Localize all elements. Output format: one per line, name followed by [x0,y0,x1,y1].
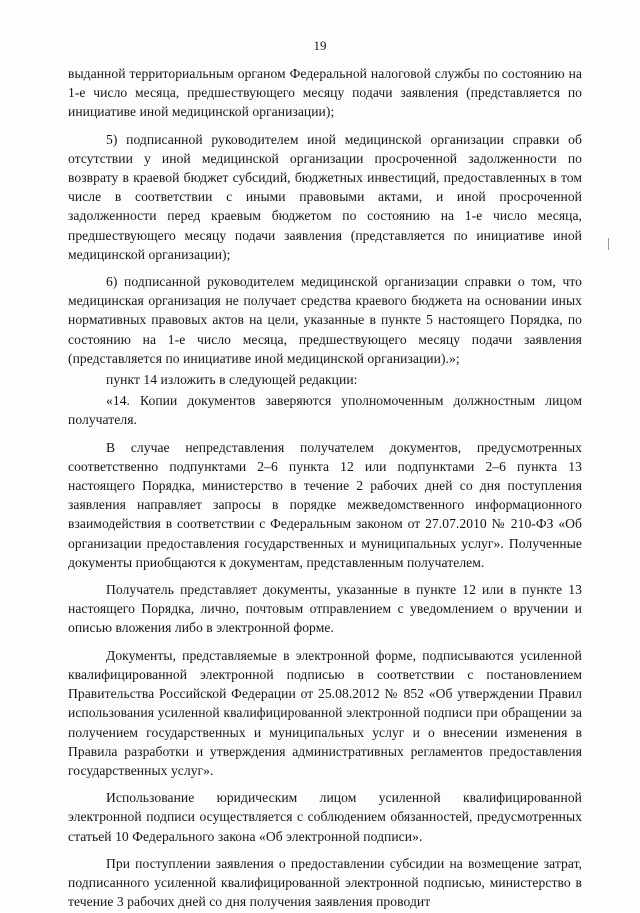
paragraph-3: 6) подписанной руководителем медицинской организации справки о том, что медицинская организация не получает средства краевого бюджета на основании иных нормативных правовых актов на цели, указанные в пункте 5 настоящего Порядка, по состоянию на 1-е число месяца, предшествующего месяцу подачи заявления (представляется по инициативе иной медицинской организации).»; [68,274,582,366]
paragraph-5: «14. Копии документов заверяются уполномоченным должностным лицом получателя. [68,393,582,428]
paragraph-6: В случае непредставления получателем документов, предусмотренных соответственно подпунктами 2–6 пункта 12 или подпунктами 2–6 пункта 13 настоящего Порядка, министерство в течение 2 рабочих дней со дня поступления заявления направляет запросы в порядке межведомственного информационного взаимодействия в соответствии с Федеральным законом от 27.07.2010 № 210-ФЗ «Об организации предоставления государственных и муниципальных услуг». Полученные документы приобщаются к документам, представленным получателем. [68,439,582,570]
page-number: 19 [313,38,327,53]
paragraph-10: При поступлении заявления о предоставлении субсидии на возмещение затрат, подписанного усиленной квалифицированной электронной подписью, министерство в течение 3 рабочих дней со дня получения заявления проводит [68,855,582,910]
paragraph-9: Использование юридическим лицом усиленной квалифицированной электронной подписи осуществляется с соблюдением обязанностей, предусмотренных статьей 10 Федерального закона «Об электронной подписи». [68,790,582,844]
paragraph-1: выданной территориальным органом Федеральной налоговой службы по состоянию на 1-е число месяца, предшествующего месяцу подачи заявления (представляется по инициативе иной медицинской организации); [68,66,582,120]
paragraph-2: 5) подписанной руководителем иной медицинской организации справки об отсутствии у иной медицинской организации просроченной задолженности по возврату в краевой бюджет субсидий, бюджетных инвестиций, предоставленных в том числе в соответствии с иными правовыми актами, и иной просроченной задолженности перед краевым бюджетом по состоянию на 1-е число месяца, предшествующего месяцу подачи заявления (представляется по инициативе иной медицинской организации); [68,131,582,262]
paragraph-4: пункт 14 изложить в следующей редакции: [106,372,358,388]
paragraph-7: Получатель представляет документы, указанные в пункте 12 или в пункте 13 настоящего Порядка, лично, почтовым отправлением с уведомлением о вручении и описью вложения либо в электронной форме. [68,582,582,636]
document-body [68,64,582,913]
margin-mark [608,238,609,250]
paragraph-8: Документы, представляемые в электронной форме, подписываются усиленной квалифицированной электронной подписью в соответствии с постановлением Правительства Российской Федерации от 25.08.2012 № 852 «Об утверждении Правил использования усиленной квалифицированной электронной подписи при обращении за получением государственных и муниципальных услуг и о внесении изменения в Правила разработки и утверждения административных регламентов предоставления государственных услуг». [68,647,582,778]
